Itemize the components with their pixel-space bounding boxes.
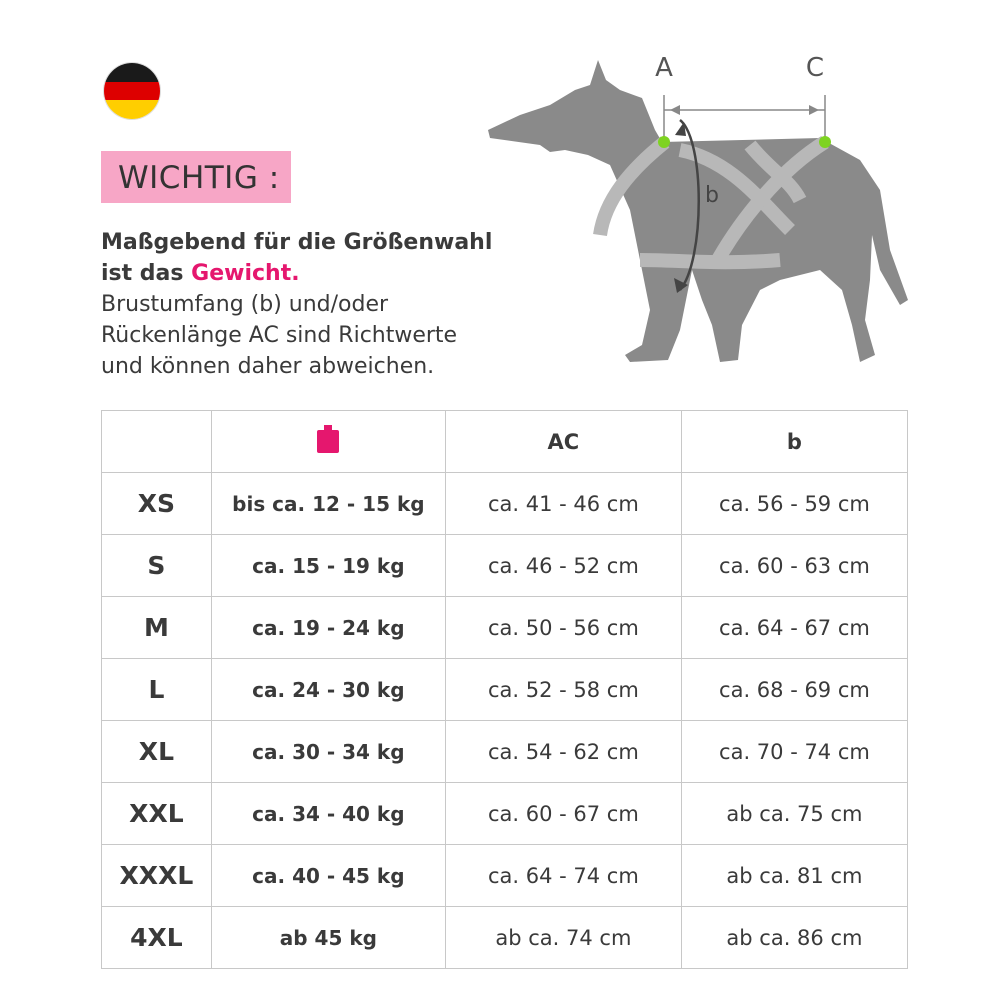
table-row bbox=[102, 535, 908, 597]
header-b: b bbox=[681, 411, 907, 473]
size-cell: S bbox=[102, 535, 212, 597]
header-weight bbox=[211, 411, 445, 473]
ac-cell: ca. 46 - 52 cm bbox=[445, 535, 681, 597]
b-cell: ca. 64 - 67 cm bbox=[681, 597, 907, 659]
ac-cell: ab ca. 74 cm bbox=[445, 907, 681, 969]
ac-cell: ca. 41 - 46 cm bbox=[445, 473, 681, 535]
info-line-2 bbox=[101, 258, 501, 289]
germany-flag-icon bbox=[104, 63, 160, 119]
size-cell: XS bbox=[102, 473, 212, 535]
ac-cell: ca. 60 - 67 cm bbox=[445, 783, 681, 845]
weight-cell: bis ca. 12 - 15 kg bbox=[211, 473, 445, 535]
point-a-marker bbox=[658, 136, 670, 148]
important-heading: WICHTIG : bbox=[101, 151, 291, 203]
weight-cell: ca. 24 - 30 kg bbox=[211, 659, 445, 721]
weight-cell: ca. 15 - 19 kg bbox=[211, 535, 445, 597]
b-cell: ab ca. 86 cm bbox=[681, 907, 907, 969]
table-row bbox=[102, 597, 908, 659]
b-cell: ca. 68 - 69 cm bbox=[681, 659, 907, 721]
ac-cell: ca. 50 - 56 cm bbox=[445, 597, 681, 659]
table-row bbox=[102, 907, 908, 969]
dog-measurement-diagram bbox=[480, 50, 920, 380]
table-row bbox=[102, 721, 908, 783]
size-table bbox=[101, 410, 908, 969]
size-cell: XL bbox=[102, 721, 212, 783]
weight-icon bbox=[317, 425, 339, 453]
weight-cell: ca. 40 - 45 kg bbox=[211, 845, 445, 907]
size-cell: L bbox=[102, 659, 212, 721]
info-line-1: Maßgebend für die Größenwahl bbox=[101, 230, 493, 255]
ac-cell: ca. 64 - 74 cm bbox=[445, 845, 681, 907]
info-line-4: Rückenlänge AC sind Richtwerte bbox=[101, 323, 458, 348]
table-header-row bbox=[102, 411, 908, 473]
info-line-5: und können daher abweichen. bbox=[101, 354, 435, 379]
size-cell: XXXL bbox=[102, 845, 212, 907]
table-row bbox=[102, 659, 908, 721]
size-info-text bbox=[101, 227, 501, 382]
weight-cell: ab 45 kg bbox=[211, 907, 445, 969]
info-line-2-prefix: ist das bbox=[101, 261, 192, 286]
table-row bbox=[102, 845, 908, 907]
weight-cell: ca. 30 - 34 kg bbox=[211, 721, 445, 783]
size-cell: M bbox=[102, 597, 212, 659]
b-cell: ca. 56 - 59 cm bbox=[681, 473, 907, 535]
label-a: A bbox=[655, 53, 673, 83]
size-cell: XXL bbox=[102, 783, 212, 845]
b-cell: ca. 70 - 74 cm bbox=[681, 721, 907, 783]
ac-cell: ca. 52 - 58 cm bbox=[445, 659, 681, 721]
b-cell: ca. 60 - 63 cm bbox=[681, 535, 907, 597]
table-row bbox=[102, 473, 908, 535]
label-c: C bbox=[805, 53, 825, 83]
label-b: b bbox=[705, 183, 719, 208]
size-cell: 4XL bbox=[102, 907, 212, 969]
b-cell: ab ca. 81 cm bbox=[681, 845, 907, 907]
ac-cell: ca. 54 - 62 cm bbox=[445, 721, 681, 783]
point-c-marker bbox=[819, 136, 831, 148]
header-ac: AC bbox=[445, 411, 681, 473]
info-line-3: Brustumfang (b) und/oder bbox=[101, 292, 389, 317]
weight-highlight: Gewicht. bbox=[191, 261, 300, 286]
weight-cell: ca. 19 - 24 kg bbox=[211, 597, 445, 659]
header-size bbox=[102, 411, 212, 473]
table-row bbox=[102, 783, 908, 845]
b-cell: ab ca. 75 cm bbox=[681, 783, 907, 845]
weight-cell: ca. 34 - 40 kg bbox=[211, 783, 445, 845]
